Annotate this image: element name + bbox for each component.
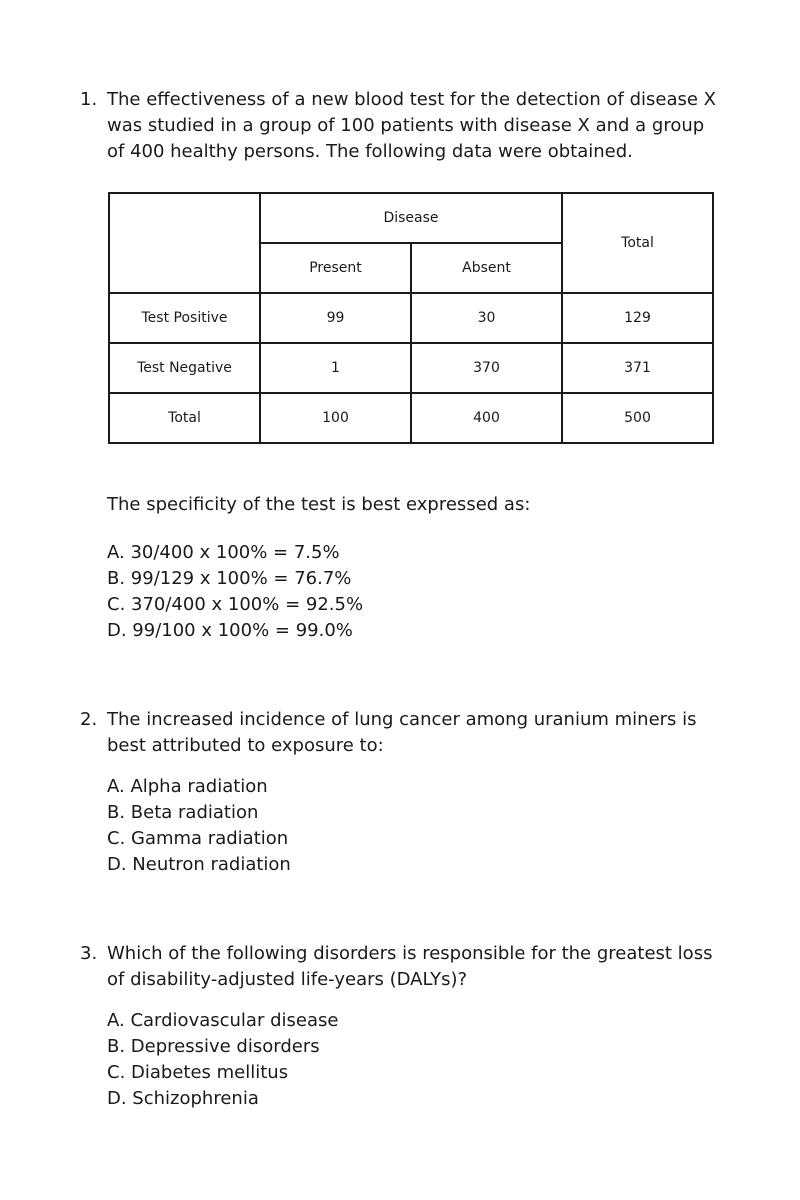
option-d: D. Neutron radiation bbox=[107, 854, 291, 875]
table-row-label: Test Negative bbox=[109, 343, 260, 393]
contingency-table bbox=[108, 192, 714, 444]
answer-options bbox=[107, 1008, 338, 1112]
answer-options bbox=[107, 540, 363, 644]
table-corner-cell bbox=[109, 193, 260, 293]
option-c: C. Diabetes mellitus bbox=[107, 1062, 289, 1083]
table-cell: 30 bbox=[411, 293, 562, 343]
question-number: 2. bbox=[80, 709, 98, 730]
option-d: D. Schizophrenia bbox=[107, 1088, 259, 1109]
option-b: B. Depressive disorders bbox=[107, 1036, 320, 1057]
option-c: C. Gamma radiation bbox=[107, 828, 289, 849]
answer-options bbox=[107, 774, 291, 878]
table-subheader-present: Present bbox=[260, 243, 411, 293]
option-d: D. 99/100 x 100% = 99.0% bbox=[107, 620, 353, 641]
question-prompt: The specificity of the test is best expressed as: bbox=[107, 494, 531, 515]
question-number: 1. bbox=[80, 89, 98, 110]
table-total-header: Total bbox=[562, 193, 713, 293]
option-a: A. Alpha radiation bbox=[107, 776, 268, 797]
table-cell: 100 bbox=[260, 393, 411, 443]
table-cell: 371 bbox=[562, 343, 713, 393]
table-cell: 370 bbox=[411, 343, 562, 393]
table-group-header: Disease bbox=[260, 193, 562, 243]
table-row-label: Test Positive bbox=[109, 293, 260, 343]
question-text: The effectiveness of a new blood test for the detection of disease X was studied in a group of 100 patients with disease X and a group of 400 healthy persons. The following data were obtained. bbox=[107, 89, 716, 162]
table-cell: 129 bbox=[562, 293, 713, 343]
question-number: 3. bbox=[80, 943, 98, 964]
table-cell: 99 bbox=[260, 293, 411, 343]
table-row-label: Total bbox=[109, 393, 260, 443]
option-b: B. 99/129 x 100% = 76.7% bbox=[107, 568, 352, 589]
table-row bbox=[109, 393, 713, 443]
table-cell: 500 bbox=[562, 393, 713, 443]
question-text: Which of the following disorders is responsible for the greatest loss of disability-adjusted life-years (DALYs)? bbox=[107, 943, 713, 990]
table-row bbox=[109, 293, 713, 343]
table-row bbox=[109, 343, 713, 393]
question-text: The increased incidence of lung cancer among uranium miners is best attributed to exposure to: bbox=[107, 709, 697, 756]
table-cell: 1 bbox=[260, 343, 411, 393]
option-a: A. Cardiovascular disease bbox=[107, 1010, 339, 1031]
table-cell: 400 bbox=[411, 393, 562, 443]
table-subheader-absent: Absent bbox=[411, 243, 562, 293]
option-b: B. Beta radiation bbox=[107, 802, 259, 823]
option-a: A. 30/400 x 100% = 7.5% bbox=[107, 542, 340, 563]
option-c: C. 370/400 x 100% = 92.5% bbox=[107, 594, 364, 615]
